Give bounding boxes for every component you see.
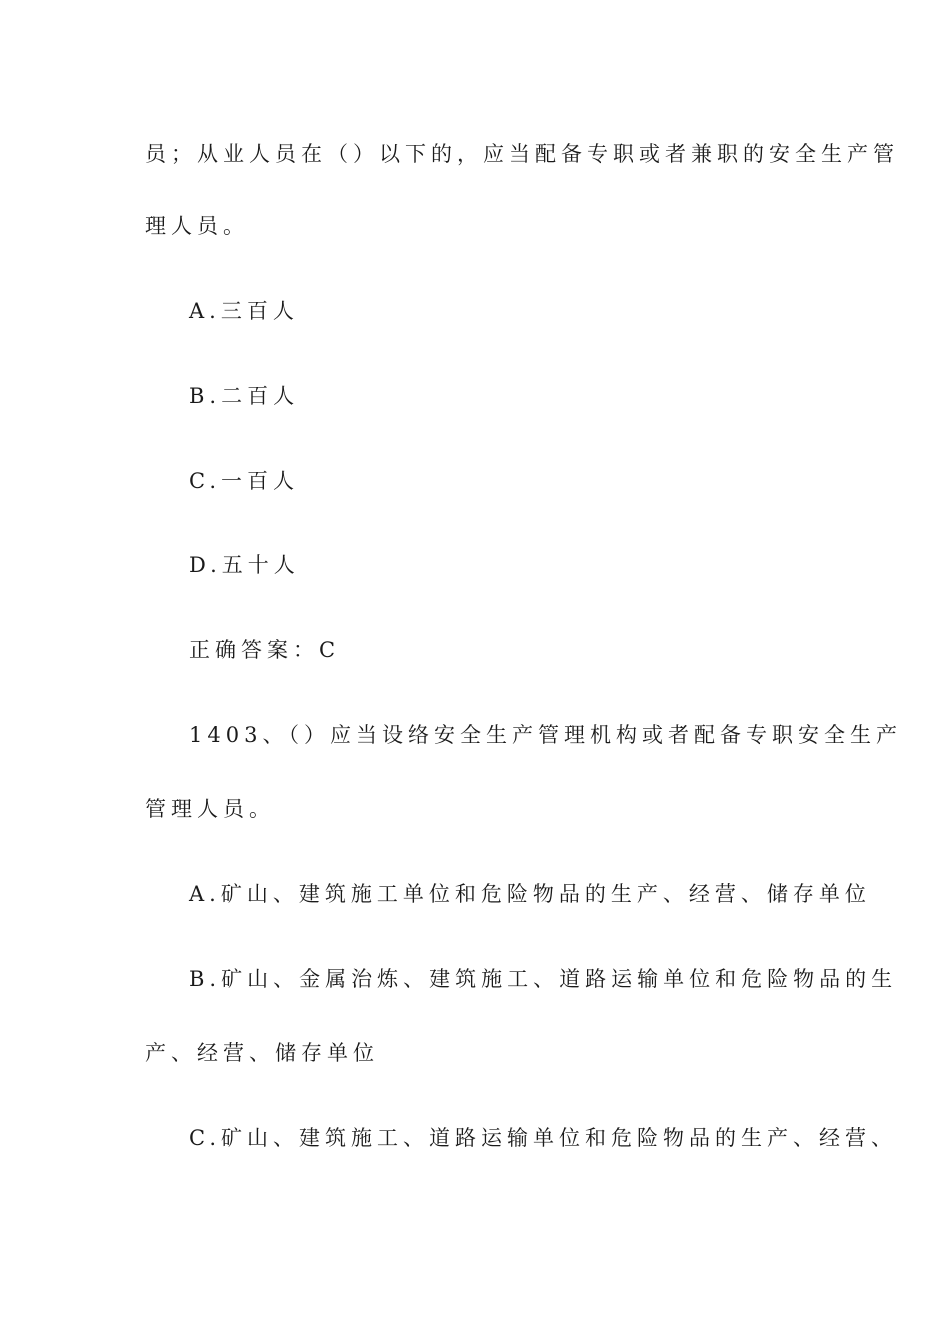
question-1402-text-line-1: 员；从业人员在（）以下的，应当配备专职或者兼职的安全生产管 <box>145 142 899 166</box>
question-1402-text-line-2: 理人员。 <box>145 214 249 238</box>
question-1403-option-a: A.矿山、建筑施工单位和危险物品的生产、经营、储存单位 <box>189 882 871 906</box>
question-1402-option-b: B.二百人 <box>189 384 300 408</box>
question-1402-option-a: A.三百人 <box>189 299 299 323</box>
question-1403-option-c-line-1: C.矿山、建筑施工、道路运输单位和危险物品的生产、经营、 <box>189 1126 897 1150</box>
question-1403-option-b-line-1: B.矿山、金属治炼、建筑施工、道路运输单位和危险物品的生 <box>189 967 898 991</box>
question-1402-option-c: C.一百人 <box>189 469 299 493</box>
question-1402-answer: 正确答案：C <box>189 638 341 662</box>
question-1403-text-line-2: 管理人员。 <box>145 797 275 821</box>
question-1403-option-b-line-2: 产、经营、储存单位 <box>145 1041 379 1065</box>
question-1402-option-d: D.五十人 <box>189 553 300 577</box>
question-1403-text-line-1: 1403、（）应当设络安全生产管理机构或者配备专职安全生产 <box>189 723 902 747</box>
